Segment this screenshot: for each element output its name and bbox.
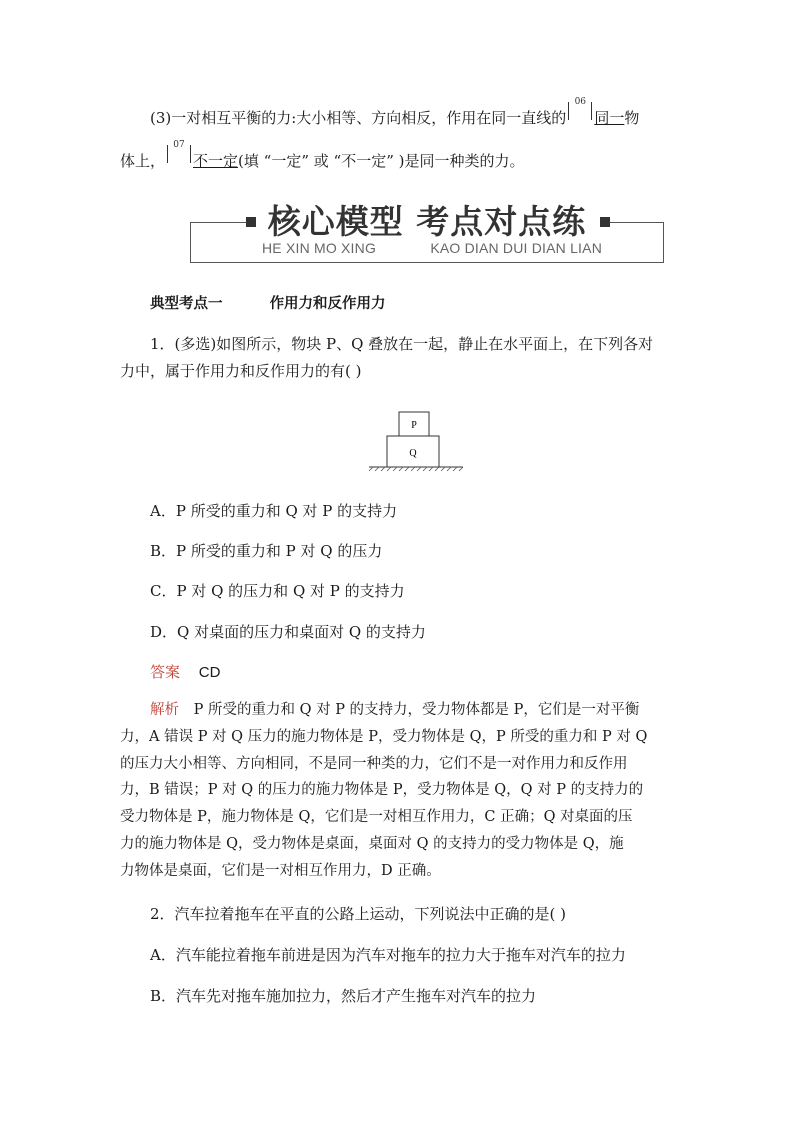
q2-option-a: A．汽车能拉着拖车前进是因为汽车对拖车的拉力大于拖车对汽车的拉力 bbox=[150, 946, 626, 964]
q1-option-d: D．Q 对桌面的压力和桌面对 Q 的支持力 bbox=[150, 623, 426, 641]
analysis-line-5: 受力物体是 P，施力物体是 Q，它们是一对相互作用力，C 正确；Q 对桌面的压 bbox=[120, 809, 633, 826]
analysis-line-4: 力，B 错误；P 对 Q 的压力的施力物体是 P，受力物体是 Q，Q 对 P 的支持力的 bbox=[120, 782, 644, 799]
analysis-line-3: 的压力大小相等、方向相同，不是同一种类的力，它们不是一对作用力和反作用 bbox=[120, 755, 628, 772]
block-q-label: Q bbox=[409, 448, 417, 459]
q1-analysis bbox=[120, 697, 647, 885]
q1-option-b: B．P 所受的重力和 P 对 Q 的压力 bbox=[150, 542, 383, 560]
section-topic: 作用力和反作用力 bbox=[269, 296, 386, 312]
q1-option-a: A．P 所受的重力和 Q 对 P 的支持力 bbox=[150, 502, 398, 520]
banner-dot-left bbox=[246, 217, 256, 227]
q1-figure bbox=[367, 400, 467, 478]
item3-line1: (3)一对相互平衡的力:大小相等、方向相反，作用在同一直线的 06 同一物 bbox=[150, 97, 640, 127]
item3-line1-text: (3)一对相互平衡的力:大小相等、方向相反，作用在同一直线的 bbox=[150, 109, 567, 127]
banner-subtitle: HE XIN MO XING KAO DIAN DUI DIAN LIAN bbox=[262, 240, 602, 256]
section-heading bbox=[150, 292, 386, 313]
answer-number-box-07: 07 bbox=[167, 145, 191, 163]
q1-stem-line1: 1．(多选)如图所示，物块 P、Q 叠放在一起，静止在水平面上，在下列各对 bbox=[150, 335, 654, 353]
fill-answer-07: 不一定 bbox=[193, 152, 239, 170]
q1-stem-line2: 力中，属于作用力和反作用力的有( ) bbox=[120, 362, 362, 380]
banner-dot-right bbox=[600, 217, 610, 227]
q1-option-c: C．P 对 Q 的压力和 Q 对 P 的支持力 bbox=[150, 582, 405, 600]
block-p-label: P bbox=[411, 420, 417, 431]
section-banner bbox=[190, 192, 664, 264]
q2-stem: 2．汽车拉着拖车在平直的公路上运动，下列说法中正确的是( ) bbox=[150, 905, 567, 923]
stacked-blocks-diagram bbox=[367, 400, 467, 474]
analysis-line-6: 力的施力物体是 Q，受力物体是桌面，桌面对 Q 的支持力的受力物体是 Q，施 bbox=[120, 835, 624, 852]
q2-option-b: B．汽车先对拖车施加拉力，然后才产生拖车对汽车的拉力 bbox=[150, 987, 537, 1005]
section-label: 典型考点一 bbox=[150, 296, 223, 312]
answer-number-box-06: 06 bbox=[568, 102, 592, 120]
banner-title: 核心模型 考点对点练 bbox=[260, 196, 594, 243]
analysis-label: 解析 bbox=[150, 702, 179, 718]
answer-label: 答案 bbox=[150, 663, 181, 681]
analysis-line-2: 力，A 错误 P 对 Q 压力的施力物体是 P，受力物体是 Q，P 所受的重力和 P 对 Q bbox=[120, 728, 648, 745]
answer-value: CD bbox=[198, 664, 221, 681]
analysis-line-7: 力物体是桌面，它们是一对相互作用力，D 正确。 bbox=[120, 862, 441, 879]
q1-answer bbox=[150, 661, 220, 682]
analysis-line-1: P 所受的重力和 Q 对 P 的支持力，受力物体都是 P，它们是一对平衡 bbox=[193, 702, 640, 718]
fill-answer-06: 同一 bbox=[594, 109, 625, 127]
item3-line2: 体上， 07 不一定(填 “一定” 或 “不一定” )是同一种类的力。 bbox=[120, 140, 525, 170]
